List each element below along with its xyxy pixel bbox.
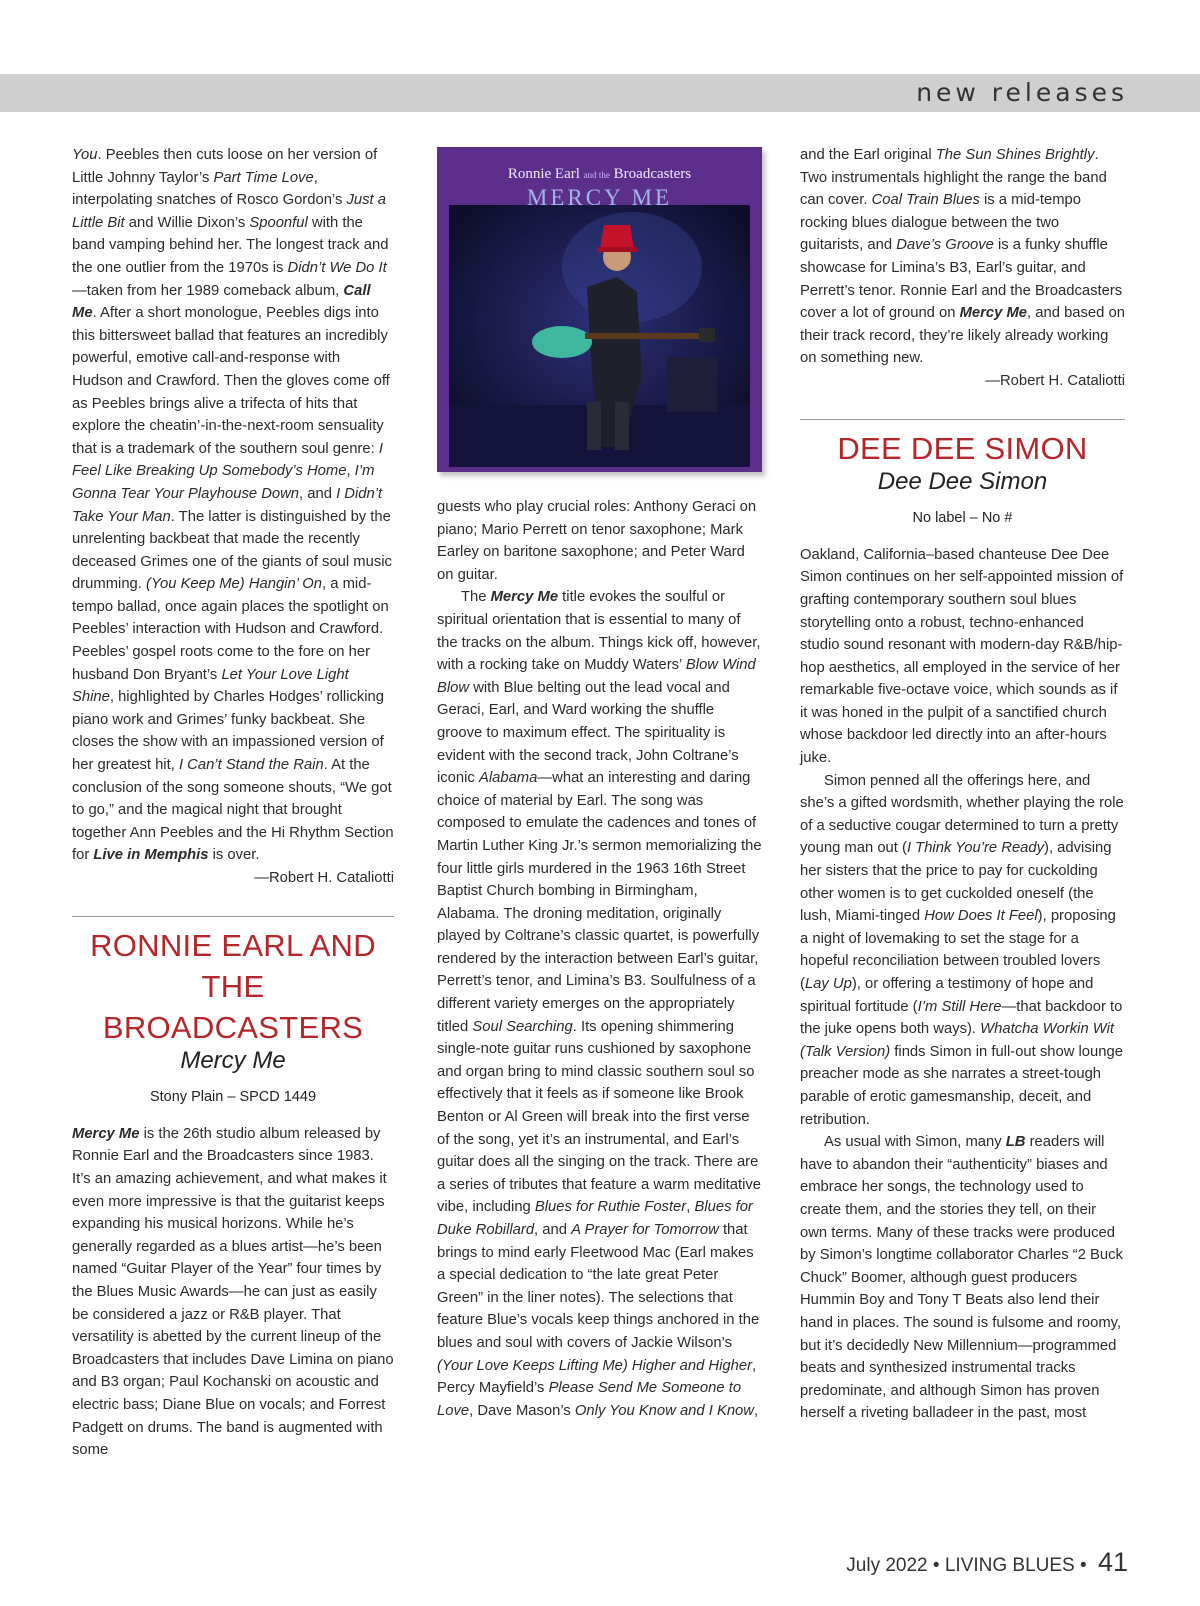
bullet-separator: • <box>932 1555 940 1576</box>
text-run: . Its opening shimmering single-note guitar runs cushioned by saxophone and organ bring to mind classic southern soul so effectively that it feels as if someone like Brook Benton or Al Green will break into the first verse of the song, yet it’s an instrumental, and Earl’s guitar does all the singing on the track. There are a series of tributes that feature a warm meditative vibe, including <box>437 1018 762 1216</box>
text-run: ), proposing a night of lovemaking to set the stage for a hopeful reconciliation between troubled lovers ( <box>800 908 1116 992</box>
album-title: Mercy Me <box>180 1046 286 1074</box>
text-run: ), or offering a testimony of hope and spiritual fortitude ( <box>800 976 1094 1015</box>
review-paragraph <box>72 144 394 867</box>
issue-date: July 2022 <box>846 1555 928 1576</box>
text-run: . Two instrumentals highlight the range the band can cover. <box>800 147 1107 209</box>
song-title: Lay Up <box>804 976 852 992</box>
cover-artist: Ronnie Earl <box>507 166 580 182</box>
song-title: Part Time Love <box>213 169 314 186</box>
album-reference: Mercy Me <box>72 1125 140 1142</box>
review-paragraph <box>437 496 762 586</box>
page-footer <box>846 1547 1128 1578</box>
cover-band: Broadcasters <box>613 166 692 182</box>
byline: —Robert H. Cataliotti <box>254 870 394 886</box>
section-title: new releases <box>916 78 1128 107</box>
cover-and-the: and the <box>583 170 610 180</box>
text-run: , interpolating snatches of Rosco Gordon’s <box>72 169 347 209</box>
text-run: , <box>753 1402 759 1419</box>
divider-rule <box>800 419 1125 420</box>
cover-artist-text <box>437 166 762 183</box>
text-run: is a mid-tempo rocking blues dialogue between the two guitarists, and <box>800 192 1082 254</box>
text-run: readers will have to abandon their “authenticity” biases and embrace her songs, the technology used to create them, and the stories they tell, on their own terms. Many of these tracks were produced by Simon’s longtime collaborator Charles “2 Buck Chuck” Boomer, although guest producers Hummin Boy and Tony T Beats also lend their hand in places. The sound is fulsome and roomy, but it’s decidedly New Millennium—programmed beats and synthesized instrumental tracks predominate, and although Simon has proven herself a riveting balladeer in the past, most <box>800 1134 1123 1422</box>
song-title: Blow Wind Blow <box>437 657 756 696</box>
text-run: , <box>346 463 355 480</box>
text-run: guests who play crucial roles: Anthony Geraci on piano; Mario Perrett on tenor saxophone; Mark Earley on baritone saxophone; and Peter Ward on guitar. <box>437 499 757 583</box>
text-run: , highlighted by Charles Hodges’ rollicking piano work and Grimes’ funky backbeat. She closes the show with an impassioned version of her greatest hit, <box>72 689 385 774</box>
text-run: finds Simon in full-out show lounge preacher mode as she narrates a street-tough parable of erotic gamesmanship, deceit, and retribution. <box>800 1043 1123 1128</box>
song-title: Didn’t We Do It <box>287 259 387 276</box>
song-title: Alabama <box>478 770 538 787</box>
label-info: No label – No # <box>912 510 1013 527</box>
song-title: I Think You’re Ready <box>906 840 1045 857</box>
song-title: Let Your Love Light Shine <box>72 666 349 706</box>
song-title: A Prayer for Tomorrow <box>571 1222 719 1238</box>
text-run: The <box>461 589 491 606</box>
album-title: Dee Dee Simon <box>877 467 1048 495</box>
song-title: Please Send Me Someone to Love <box>437 1380 742 1419</box>
song-title: Coal Train Blues <box>871 192 980 209</box>
song-title: Blues for Ruthie Foster <box>534 1199 687 1216</box>
song-title: I Didn’t Take Your Man <box>72 485 383 525</box>
song-title: I Can’t Stand the Rain <box>178 757 324 774</box>
song-title: Just a Little Bit <box>72 192 386 231</box>
song-title: Only You Know and I Know <box>574 1402 754 1419</box>
text-run: that brings to mind early Fleetwood Mac (Earl makes a special dedication to “the late great Peter Green” in the liner notes). The selections that feature Blue’s vocals keep things anchored in the blues and soul with covers of Jackie Wilson’s <box>437 1222 760 1351</box>
text-run: , and <box>534 1222 572 1238</box>
review-paragraph <box>800 144 1125 370</box>
text-run: , Percy Mayfield’s <box>437 1357 757 1397</box>
song-title: The Sun Shines Brightly <box>935 147 1095 163</box>
text-run: —what an interesting and daring choice of material by Earl. The song was composed to emulate the cadences and tones of Martin Luther King Jr.’s sermon memorializing the four little girls murdered in the 1963 16th Street Baptist Church bombing in Birmingham, Alabama. The droning meditation, originally played by Coltrane’s classic quartet, is powerfully rendered by the interaction between Earl’s guitar, Perrett’s tenor, and Limina’s B3. Soulfulness of a different variety emerges on the appropriately titled <box>437 770 762 1035</box>
text-run: As usual with Simon, many <box>824 1134 1006 1151</box>
song-title: I’m Gonna Tear Your Playhouse Down <box>72 463 375 502</box>
song-title: (Your Love Keeps Lifting Me) Higher and Higher <box>437 1357 753 1374</box>
text-run: —that backdoor to the juke opens both ways). <box>800 998 1123 1038</box>
song-title: I’m Still Here <box>917 998 1002 1015</box>
song-title: How Does It Feel <box>924 908 1038 925</box>
album-cover-image <box>437 147 762 472</box>
song-title: (You Keep Me) Hangin’ On <box>146 576 323 593</box>
song-title: I Feel Like Breaking Up Somebody’s Home <box>72 440 383 480</box>
artist-heading: RONNIE EARL AND THE BROADCASTERS <box>90 927 376 1045</box>
magazine-name: LIVING BLUES <box>944 1555 1075 1576</box>
song-title: Whatcha Workin Wit (Talk Version) <box>800 1021 1115 1060</box>
artist-heading: DEE DEE SIMON <box>837 430 1088 466</box>
album-reference: Live in Memphis <box>93 847 209 864</box>
album-reference: LB <box>1005 1134 1026 1151</box>
text-run: , Dave Mason’s <box>469 1402 575 1419</box>
text-run: , and based on their track record, they’re likely already working on something new. <box>800 305 1125 367</box>
review-paragraph <box>72 1123 394 1462</box>
cover-title: MERCY ME <box>526 185 673 210</box>
text-run: is over. <box>208 847 260 864</box>
song-title: Blues for Duke Robillard <box>437 1199 753 1238</box>
page-number: 41 <box>1097 1547 1128 1577</box>
text-run: Simon penned all the offerings here, and she’s a gifted wordsmith, whether playing the role of a seductive cougar determined to turn a pretty young man out ( <box>800 772 1124 857</box>
text-run: . After a short monologue, Peebles digs into this bittersweet ballad that features an incredibly powerful, emotive call-and-response with Hudson and Crawford. Then the gloves come off as Peebles brings alive a trifecta of hits that explore the cheatin’-in-the-next-room sensuality that is a trademark of the southern soul genre: <box>72 305 390 457</box>
review-paragraph <box>800 770 1125 1132</box>
text-run: is the 26th studio album released by Ronnie Earl and the Broadcasters since 1983. It’s an amazing achievement, and what makes it even more impressive is that the guitarist keeps expanding his musical horizons. While he’s generally regarded as a blues artist—he’s been named “Guitar Player of the Year” four times by the Blues Music Awards—he can just as easily be considered a jazz or R&B player. That versatility is abetted by the current lineup of the Broadcasters that includes Dave Limina on piano and B3 organ; Paul Kochanski on acoustic and electric bass; Diane Blue on vocals; and Forrest Padgett on drums. The band is augmented with some <box>72 1125 394 1459</box>
review-paragraph <box>800 544 1125 770</box>
review-paragraph <box>800 1131 1125 1425</box>
text-run: , and <box>299 485 337 502</box>
song-title: You <box>72 147 98 163</box>
text-run: is a funky shuffle showcase for Limina’s B3, Earl’s guitar, and Perrett’s tenor. Ronnie Earl and the Broadcasters cover a lot of ground on <box>800 237 1123 322</box>
column-1 <box>72 144 394 1462</box>
review-paragraph <box>437 586 762 1422</box>
text-run: . Peebles then cuts loose on her version of Little Johnny Taylor’s <box>72 147 378 186</box>
divider-rule <box>72 916 394 917</box>
song-title: Spoonful <box>249 214 308 231</box>
album-reference: Mercy Me <box>959 305 1028 322</box>
text-run: Oakland, California–based chanteuse Dee Dee Simon continues on her self-appointed mission of grafting contemporary southern soul blues storytelling onto a robust, techno-enhanced studio sound resonant with modern-day R&B/hip-hop aesthetics, all employed in the service of her remarkable five-octave voice, which sounds as if it was honed in the pulpit of a sanctified church whose backdoor led directly into an after-hours juke. <box>800 546 1124 767</box>
album-reference: Call Me <box>72 282 371 322</box>
column-3 <box>800 144 1125 1425</box>
text-run: and Willie Dixon’s <box>124 214 250 231</box>
bullet-separator: • <box>1080 1555 1087 1576</box>
album-reference: Mercy Me <box>490 589 559 606</box>
label-info: Stony Plain – SPCD 1449 <box>149 1089 317 1106</box>
text-run: , a mid-tempo ballad, once again places the spotlight on Peebles’ interaction with Hudson and Crawford. Peebles’ gospel roots come to the fore on her husband Don Bryant’s <box>72 576 389 683</box>
text-run: , <box>686 1199 695 1216</box>
text-run: with Blue belting out the lead vocal and Geraci, Earl, and Ward working the shuffle groove to maximum effect. The spirituality is evident with the second track, John Coltrane’s iconic <box>437 679 739 787</box>
song-title: Dave’s Groove <box>896 237 994 254</box>
text-run: and the Earl original <box>800 147 936 163</box>
text-run: ), advising her sisters that the price to pay for cuckolding other women is to get cuckolded oneself (the lush, Miami-tinged <box>800 840 1112 925</box>
song-title: Soul Searching <box>472 1018 573 1035</box>
text-run: —taken from her 1989 comeback album, <box>72 282 344 299</box>
byline: —Robert H. Cataliotti <box>985 372 1125 389</box>
text-run: with the band vamping behind her. The longest track and the one outlier from the 1970s is <box>72 214 389 276</box>
column-2 <box>437 496 762 1422</box>
text-run: . The latter is distinguished by the unrelenting backbeat that made the recently deceased Grimes one of the giants of soul music drumming. <box>72 508 392 593</box>
text-run: . At the conclusion of the song someone shouts, “We got to go,” and the magical night that brought together Ann Peebles and the Hi Rhythm Section for <box>72 757 394 864</box>
text-run: title evokes the soulful or spiritual orientation that is essential to many of the tracks on the album. Things kick off, however, with a rocking take on Muddy Waters’ <box>437 589 761 674</box>
